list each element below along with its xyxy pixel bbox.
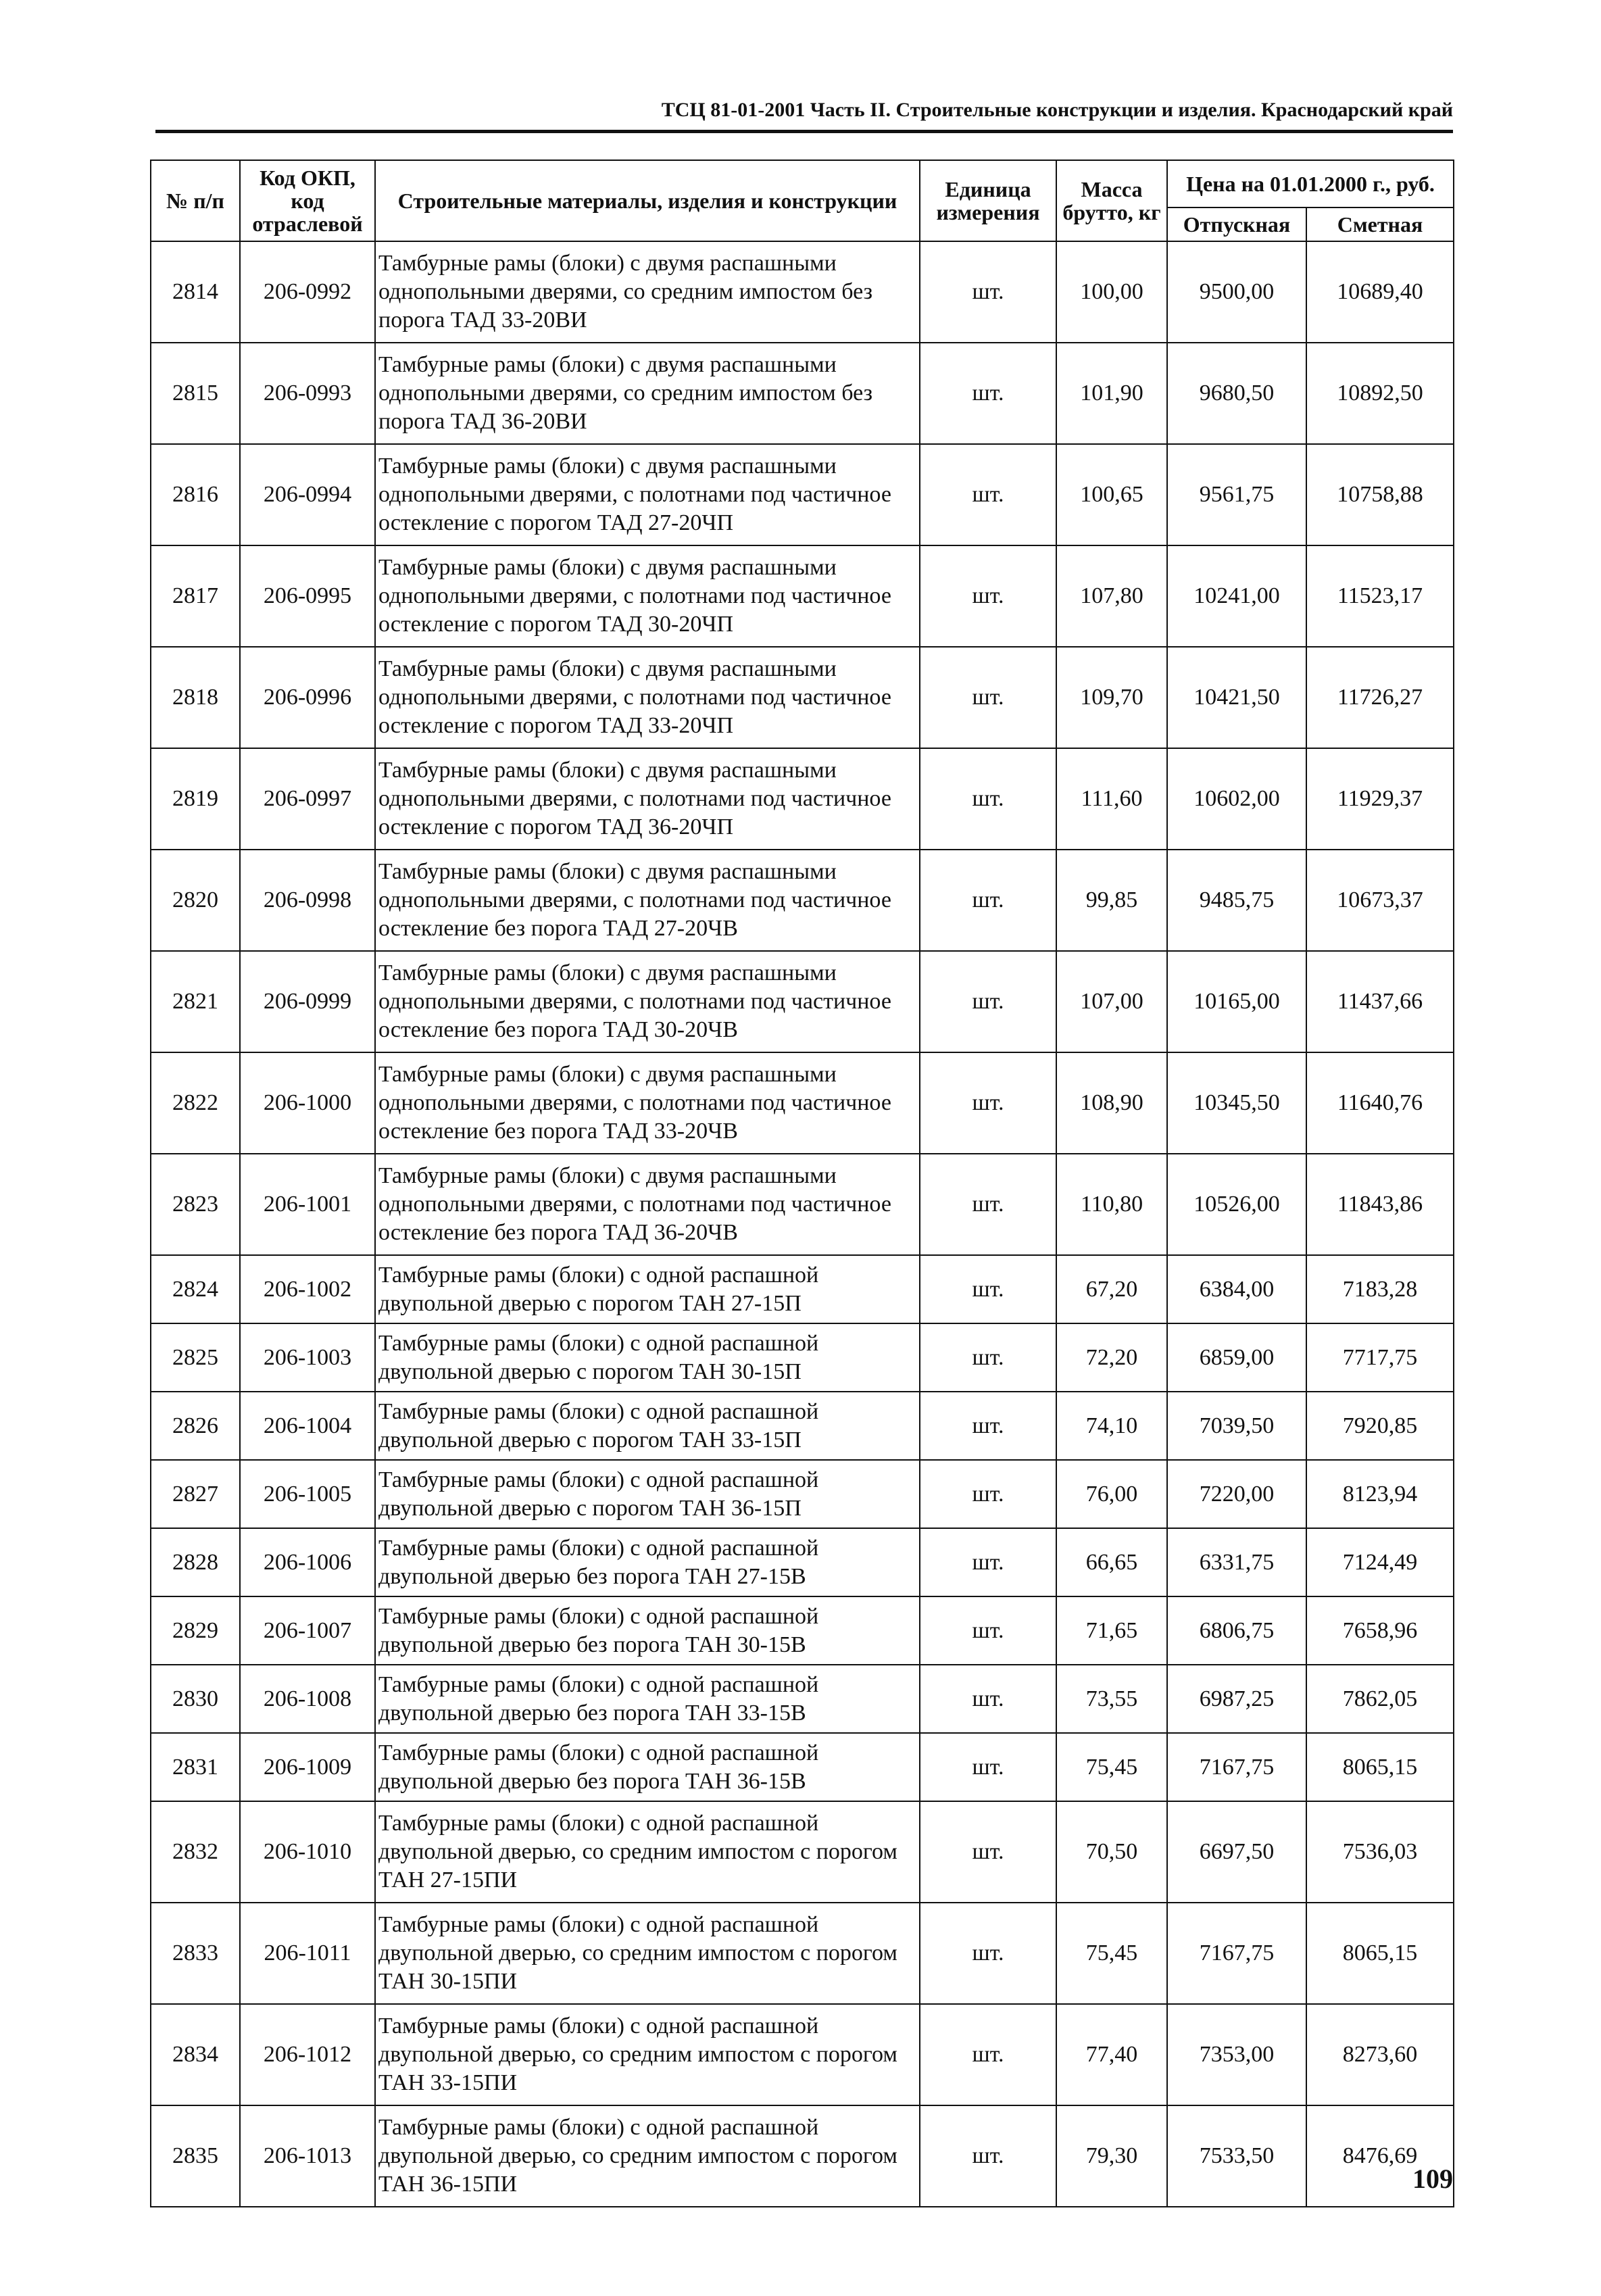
header-unit: Единица измерения bbox=[920, 160, 1056, 241]
cell-num: 2821 bbox=[151, 951, 240, 1052]
cell-unit: шт. bbox=[920, 343, 1056, 444]
cell-unit: шт. bbox=[920, 1801, 1056, 1903]
cell-estimate-price: 11726,27 bbox=[1306, 647, 1454, 748]
cell-unit: шт. bbox=[920, 748, 1056, 850]
table-row bbox=[151, 241, 1454, 343]
table-row bbox=[151, 1733, 1454, 1801]
cell-release-price: 6697,50 bbox=[1167, 1801, 1306, 1903]
table-row bbox=[151, 2105, 1454, 2207]
cell-name: Тамбурные рамы (блоки) с одной распашной двупольной дверью без порога ТАН 33-15В bbox=[375, 1665, 920, 1733]
cell-code: 206-1001 bbox=[240, 1154, 375, 1255]
cell-num: 2818 bbox=[151, 647, 240, 748]
cell-num: 2832 bbox=[151, 1801, 240, 1903]
cell-mass: 110,80 bbox=[1056, 1154, 1167, 1255]
cell-unit: шт. bbox=[920, 1255, 1056, 1323]
cell-code: 206-1004 bbox=[240, 1392, 375, 1460]
cell-unit: шт. bbox=[920, 1665, 1056, 1733]
table-row bbox=[151, 1903, 1454, 2004]
cell-unit: шт. bbox=[920, 1903, 1056, 2004]
cell-name: Тамбурные рамы (блоки) с двумя распашными однопольными дверями, со средним импостом без порога ТАД 33-20ВИ bbox=[375, 241, 920, 343]
cell-unit: шт. bbox=[920, 951, 1056, 1052]
cell-estimate-price: 8123,94 bbox=[1306, 1460, 1454, 1528]
cell-estimate-price: 11929,37 bbox=[1306, 748, 1454, 850]
cell-name: Тамбурные рамы (блоки) с одной распашной двупольной дверью, со средним импостом с порогом ТАН 30-15ПИ bbox=[375, 1903, 920, 2004]
cell-name: Тамбурные рамы (блоки) с двумя распашными однопольными дверями, с полотнами под частичное остекление с порогом ТАД 27-20ЧП bbox=[375, 444, 920, 545]
cell-num: 2823 bbox=[151, 1154, 240, 1255]
cell-unit: шт. bbox=[920, 1154, 1056, 1255]
cell-name: Тамбурные рамы (блоки) с одной распашной двупольной дверью без порога ТАН 27-15В bbox=[375, 1528, 920, 1596]
cell-mass: 67,20 bbox=[1056, 1255, 1167, 1323]
cell-num: 2822 bbox=[151, 1052, 240, 1154]
cell-estimate-price: 8065,15 bbox=[1306, 1733, 1454, 1801]
cell-mass: 107,00 bbox=[1056, 951, 1167, 1052]
header-mass: Масса брутто, кг bbox=[1056, 160, 1167, 241]
cell-unit: шт. bbox=[920, 2105, 1056, 2207]
cell-estimate-price: 7658,96 bbox=[1306, 1596, 1454, 1665]
cell-name: Тамбурные рамы (блоки) с одной распашной двупольной дверью с порогом ТАН 30-15П bbox=[375, 1323, 920, 1392]
cell-code: 206-1002 bbox=[240, 1255, 375, 1323]
cell-code: 206-1009 bbox=[240, 1733, 375, 1801]
cell-code: 206-0992 bbox=[240, 241, 375, 343]
cell-name: Тамбурные рамы (блоки) с одной распашной двупольной дверью без порога ТАН 30-15В bbox=[375, 1596, 920, 1665]
cell-name: Тамбурные рамы (блоки) с двумя распашными однопольными дверями, с полотнами под частичное остекление без порога ТАД 30-20ЧВ bbox=[375, 951, 920, 1052]
cell-name: Тамбурные рамы (блоки) с двумя распашными однопольными дверями, с полотнами под частичное остекление с порогом ТАД 33-20ЧП bbox=[375, 647, 920, 748]
cell-estimate-price: 10758,88 bbox=[1306, 444, 1454, 545]
cell-name: Тамбурные рамы (блоки) с двумя распашными однопольными дверями, с полотнами под частичное остекление без порога ТАД 27-20ЧВ bbox=[375, 850, 920, 951]
cell-name: Тамбурные рамы (блоки) с одной распашной двупольной дверью, со средним импостом с порогом ТАН 33-15ПИ bbox=[375, 2004, 920, 2105]
cell-code: 206-0997 bbox=[240, 748, 375, 850]
table-row bbox=[151, 1255, 1454, 1323]
cell-unit: шт. bbox=[920, 850, 1056, 951]
table-row bbox=[151, 1460, 1454, 1528]
cell-release-price: 10602,00 bbox=[1167, 748, 1306, 850]
cell-name: Тамбурные рамы (блоки) с двумя распашными однопольными дверями, с полотнами под частичное остекление с порогом ТАД 36-20ЧП bbox=[375, 748, 920, 850]
price-table bbox=[150, 160, 1454, 2207]
cell-mass: 108,90 bbox=[1056, 1052, 1167, 1154]
table-row bbox=[151, 647, 1454, 748]
cell-unit: шт. bbox=[920, 241, 1056, 343]
cell-estimate-price: 7124,49 bbox=[1306, 1528, 1454, 1596]
cell-release-price: 7220,00 bbox=[1167, 1460, 1306, 1528]
cell-code: 206-0999 bbox=[240, 951, 375, 1052]
cell-name: Тамбурные рамы (блоки) с одной распашной двупольной дверью без порога ТАН 36-15В bbox=[375, 1733, 920, 1801]
cell-code: 206-1000 bbox=[240, 1052, 375, 1154]
cell-mass: 100,65 bbox=[1056, 444, 1167, 545]
cell-mass: 100,00 bbox=[1056, 241, 1167, 343]
cell-mass: 99,85 bbox=[1056, 850, 1167, 951]
cell-code: 206-1012 bbox=[240, 2004, 375, 2105]
cell-unit: шт. bbox=[920, 1052, 1056, 1154]
cell-estimate-price: 11523,17 bbox=[1306, 545, 1454, 647]
cell-release-price: 7039,50 bbox=[1167, 1392, 1306, 1460]
cell-release-price: 10241,00 bbox=[1167, 545, 1306, 647]
cell-code: 206-1006 bbox=[240, 1528, 375, 1596]
cell-name: Тамбурные рамы (блоки) с одной распашной двупольной дверью, со средним импостом с порогом ТАН 36-15ПИ bbox=[375, 2105, 920, 2207]
cell-num: 2834 bbox=[151, 2004, 240, 2105]
cell-num: 2816 bbox=[151, 444, 240, 545]
cell-mass: 75,45 bbox=[1056, 1903, 1167, 2004]
cell-mass: 107,80 bbox=[1056, 545, 1167, 647]
cell-release-price: 6331,75 bbox=[1167, 1528, 1306, 1596]
table-row bbox=[151, 1154, 1454, 1255]
cell-estimate-price: 10689,40 bbox=[1306, 241, 1454, 343]
table-row bbox=[151, 1392, 1454, 1460]
header-price-group: Цена на 01.01.2000 г., руб. bbox=[1167, 160, 1454, 207]
cell-release-price: 9561,75 bbox=[1167, 444, 1306, 545]
cell-name: Тамбурные рамы (блоки) с двумя распашными однопольными дверями, с полотнами под частичное остекление без порога ТАД 36-20ЧВ bbox=[375, 1154, 920, 1255]
cell-num: 2825 bbox=[151, 1323, 240, 1392]
cell-estimate-price: 7717,75 bbox=[1306, 1323, 1454, 1392]
cell-num: 2833 bbox=[151, 1903, 240, 2004]
table-row bbox=[151, 748, 1454, 850]
cell-unit: шт. bbox=[920, 1460, 1056, 1528]
table-row bbox=[151, 343, 1454, 444]
header-price-estimate: Сметная bbox=[1306, 207, 1454, 241]
cell-release-price: 7353,00 bbox=[1167, 2004, 1306, 2105]
cell-mass: 70,50 bbox=[1056, 1801, 1167, 1903]
page-number: 109 bbox=[1412, 2164, 1453, 2194]
cell-unit: шт. bbox=[920, 1528, 1056, 1596]
cell-release-price: 6987,25 bbox=[1167, 1665, 1306, 1733]
cell-release-price: 10526,00 bbox=[1167, 1154, 1306, 1255]
cell-code: 206-1010 bbox=[240, 1801, 375, 1903]
cell-code: 206-1003 bbox=[240, 1323, 375, 1392]
cell-unit: шт. bbox=[920, 444, 1056, 545]
cell-release-price: 9485,75 bbox=[1167, 850, 1306, 951]
cell-name: Тамбурные рамы (блоки) с двумя распашными однопольными дверями, с полотнами под частичное остекление без порога ТАД 33-20ЧВ bbox=[375, 1052, 920, 1154]
header-name: Строительные материалы, изделия и конструкции bbox=[375, 160, 920, 241]
cell-mass: 79,30 bbox=[1056, 2105, 1167, 2207]
cell-release-price: 10165,00 bbox=[1167, 951, 1306, 1052]
table-row bbox=[151, 1528, 1454, 1596]
cell-estimate-price: 10673,37 bbox=[1306, 850, 1454, 951]
running-header: ТСЦ 81-01-2001 Часть II. Строительные конструкции и изделия. Краснодарский край bbox=[155, 95, 1453, 133]
cell-num: 2814 bbox=[151, 241, 240, 343]
cell-mass: 111,60 bbox=[1056, 748, 1167, 850]
cell-release-price: 10345,50 bbox=[1167, 1052, 1306, 1154]
cell-num: 2826 bbox=[151, 1392, 240, 1460]
cell-release-price: 7167,75 bbox=[1167, 1733, 1306, 1801]
cell-release-price: 7167,75 bbox=[1167, 1903, 1306, 2004]
table-row bbox=[151, 545, 1454, 647]
cell-estimate-price: 8476,69 bbox=[1306, 2105, 1454, 2207]
cell-mass: 72,20 bbox=[1056, 1323, 1167, 1392]
table-row bbox=[151, 1052, 1454, 1154]
cell-mass: 74,10 bbox=[1056, 1392, 1167, 1460]
cell-unit: шт. bbox=[920, 545, 1056, 647]
cell-code: 206-0993 bbox=[240, 343, 375, 444]
cell-estimate-price: 11437,66 bbox=[1306, 951, 1454, 1052]
cell-num: 2824 bbox=[151, 1255, 240, 1323]
table-row bbox=[151, 444, 1454, 545]
cell-code: 206-0994 bbox=[240, 444, 375, 545]
cell-release-price: 7533,50 bbox=[1167, 2105, 1306, 2207]
cell-mass: 101,90 bbox=[1056, 343, 1167, 444]
cell-unit: шт. bbox=[920, 1596, 1056, 1665]
cell-estimate-price: 7862,05 bbox=[1306, 1665, 1454, 1733]
cell-unit: шт. bbox=[920, 647, 1056, 748]
cell-mass: 71,65 bbox=[1056, 1596, 1167, 1665]
cell-release-price: 6384,00 bbox=[1167, 1255, 1306, 1323]
cell-code: 206-1013 bbox=[240, 2105, 375, 2207]
header-code: Код ОКП, код отраслевой bbox=[240, 160, 375, 241]
cell-num: 2820 bbox=[151, 850, 240, 951]
cell-mass: 66,65 bbox=[1056, 1528, 1167, 1596]
cell-num: 2829 bbox=[151, 1596, 240, 1665]
cell-mass: 109,70 bbox=[1056, 647, 1167, 748]
cell-release-price: 6859,00 bbox=[1167, 1323, 1306, 1392]
cell-code: 206-0996 bbox=[240, 647, 375, 748]
cell-release-price: 9680,50 bbox=[1167, 343, 1306, 444]
cell-name: Тамбурные рамы (блоки) с одной распашной двупольной дверью, со средним импостом с порогом ТАН 27-15ПИ bbox=[375, 1801, 920, 1903]
cell-mass: 76,00 bbox=[1056, 1460, 1167, 1528]
cell-code: 206-0998 bbox=[240, 850, 375, 951]
table-row bbox=[151, 951, 1454, 1052]
table-row bbox=[151, 850, 1454, 951]
cell-name: Тамбурные рамы (блоки) с двумя распашными однопольными дверями, с полотнами под частичное остекление с порогом ТАД 30-20ЧП bbox=[375, 545, 920, 647]
cell-unit: шт. bbox=[920, 1392, 1056, 1460]
cell-estimate-price: 10892,50 bbox=[1306, 343, 1454, 444]
cell-release-price: 9500,00 bbox=[1167, 241, 1306, 343]
cell-code: 206-1011 bbox=[240, 1903, 375, 2004]
cell-name: Тамбурные рамы (блоки) с одной распашной двупольной дверью с порогом ТАН 33-15П bbox=[375, 1392, 920, 1460]
table-row bbox=[151, 1801, 1454, 1903]
cell-unit: шт. bbox=[920, 2004, 1056, 2105]
header-price-release: Отпускная bbox=[1167, 207, 1306, 241]
cell-mass: 77,40 bbox=[1056, 2004, 1167, 2105]
header-num: № п/п bbox=[151, 160, 240, 241]
cell-num: 2815 bbox=[151, 343, 240, 444]
table-row bbox=[151, 1323, 1454, 1392]
table-body bbox=[151, 241, 1454, 2207]
cell-release-price: 10421,50 bbox=[1167, 647, 1306, 748]
table-row bbox=[151, 2004, 1454, 2105]
cell-code: 206-1007 bbox=[240, 1596, 375, 1665]
cell-num: 2828 bbox=[151, 1528, 240, 1596]
cell-release-price: 6806,75 bbox=[1167, 1596, 1306, 1665]
cell-estimate-price: 7920,85 bbox=[1306, 1392, 1454, 1460]
cell-num: 2819 bbox=[151, 748, 240, 850]
cell-name: Тамбурные рамы (блоки) с двумя распашными однопольными дверями, со средним импостом без порога ТАД 36-20ВИ bbox=[375, 343, 920, 444]
cell-name: Тамбурные рамы (блоки) с одной распашной двупольной дверью с порогом ТАН 36-15П bbox=[375, 1460, 920, 1528]
cell-code: 206-0995 bbox=[240, 545, 375, 647]
cell-estimate-price: 11843,86 bbox=[1306, 1154, 1454, 1255]
cell-num: 2835 bbox=[151, 2105, 240, 2207]
cell-name: Тамбурные рамы (блоки) с одной распашной двупольной дверью с порогом ТАН 27-15П bbox=[375, 1255, 920, 1323]
cell-mass: 75,45 bbox=[1056, 1733, 1167, 1801]
cell-unit: шт. bbox=[920, 1323, 1056, 1392]
cell-estimate-price: 8065,15 bbox=[1306, 1903, 1454, 2004]
cell-estimate-price: 7183,28 bbox=[1306, 1255, 1454, 1323]
table-row bbox=[151, 1596, 1454, 1665]
cell-unit: шт. bbox=[920, 1733, 1056, 1801]
cell-estimate-price: 8273,60 bbox=[1306, 2004, 1454, 2105]
cell-mass: 73,55 bbox=[1056, 1665, 1167, 1733]
cell-num: 2817 bbox=[151, 545, 240, 647]
table-row bbox=[151, 1665, 1454, 1733]
cell-code: 206-1005 bbox=[240, 1460, 375, 1528]
cell-estimate-price: 11640,76 bbox=[1306, 1052, 1454, 1154]
cell-num: 2827 bbox=[151, 1460, 240, 1528]
cell-code: 206-1008 bbox=[240, 1665, 375, 1733]
cell-estimate-price: 7536,03 bbox=[1306, 1801, 1454, 1903]
cell-num: 2830 bbox=[151, 1665, 240, 1733]
cell-num: 2831 bbox=[151, 1733, 240, 1801]
